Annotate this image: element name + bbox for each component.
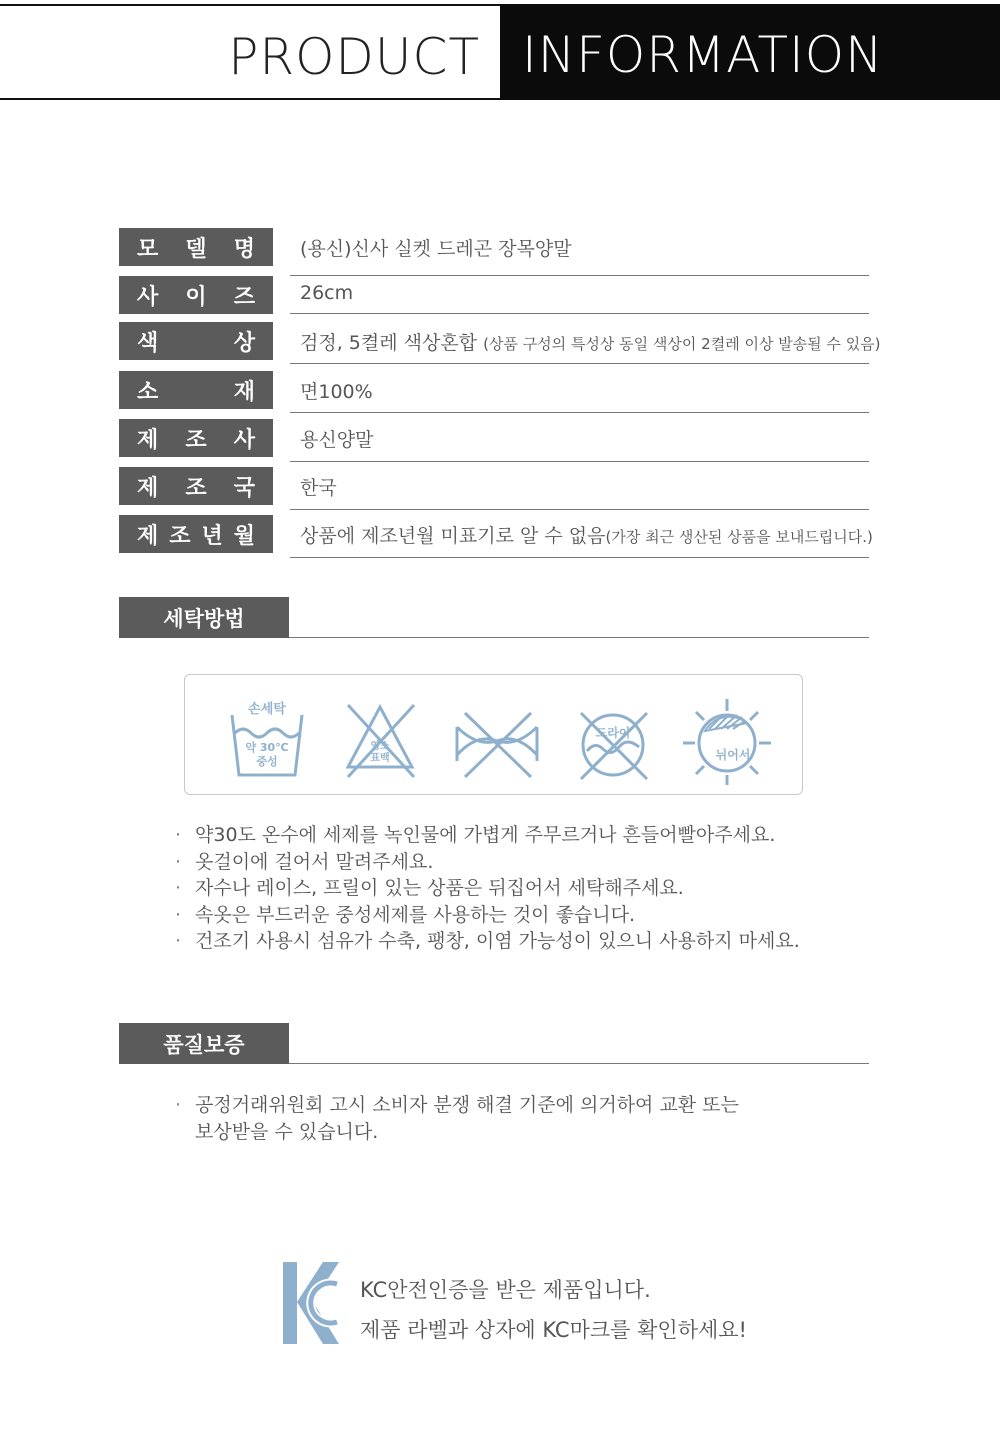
spec-label: 제 조 년 월: [119, 515, 273, 553]
spec-value: 26cm: [300, 282, 354, 304]
svg-text:뉘어서: 뉘어서: [715, 748, 751, 762]
spec-value: 면100%: [300, 381, 373, 403]
spec-value: 상품에 제조년월 미표기로 알 수 없음(가장 최근 생산된 상품을 보내드립니다.): [300, 525, 873, 547]
spec-row-country: [119, 467, 869, 505]
line-dry-shade-icon: [679, 685, 779, 785]
spec-label: 모 델 명: [119, 228, 273, 266]
spec-label: 색 상: [119, 322, 273, 360]
list-item: 보상받을 수 있습니다.: [195, 1120, 379, 1143]
svg-text:표백: 표백: [370, 753, 390, 764]
divider: [290, 313, 869, 314]
quality-section-title: 품질보증: [119, 1023, 289, 1064]
spec-value: 한국: [300, 477, 337, 499]
svg-text:염소: 염소: [370, 741, 390, 752]
spec-row-size: [119, 276, 869, 314]
svg-text:약 30℃: 약 30℃: [245, 741, 289, 754]
kc-mark-icon: [283, 1262, 339, 1344]
spec-row-date: [119, 515, 873, 553]
spec-label: 소 재: [119, 371, 273, 409]
hand-wash-icon: [217, 685, 317, 785]
divider: [290, 412, 869, 413]
list-item: · 공정거래위원회 고시 소비자 분쟁 해결 기준에 의거하여 교환 또는: [175, 1094, 739, 1116]
spec-note: (가장 최근 생산된 상품을 보내드립니다.): [605, 528, 873, 546]
svg-text:손세탁: 손세탁: [248, 702, 286, 717]
spec-row-model: [119, 228, 869, 266]
spec-value: 용신양말: [300, 429, 374, 451]
svg-text:중성: 중성: [256, 755, 278, 768]
spec-label: 제 조 사: [119, 419, 273, 457]
spec-note: (상품 구성의 특성상 동일 색상이 2켤레 이상 발송될 수 있음): [483, 335, 881, 353]
list-item: · 옷걸이에 걸어서 말려주세요.: [175, 850, 434, 873]
quality-text: [175, 1092, 739, 1145]
spec-label: 사 이 즈: [119, 276, 273, 314]
header-information-box: [500, 4, 1000, 100]
washing-instructions: [175, 822, 800, 955]
divider: [290, 557, 869, 558]
spec-row-manufacturer: [119, 419, 869, 457]
spec-row-color: [119, 322, 881, 360]
spec-row-material: [119, 371, 869, 409]
kc-text-line1: KC안전인증을 받은 제품입니다.: [360, 1278, 651, 1302]
washing-icons-box: [184, 674, 803, 795]
divider: [290, 461, 869, 462]
list-item: · 약30도 온수에 세제를 녹인물에 가볍게 주무르거나 흔들어빨아주세요.: [175, 824, 776, 846]
header-title-right: INFORMATION: [522, 26, 884, 84]
divider: [289, 1063, 869, 1064]
divider: [290, 509, 869, 510]
list-item: · 건조기 사용시 섬유가 수축, 팽창, 이염 가능성이 있으니 사용하지 마세요.: [175, 930, 800, 952]
divider: [290, 363, 869, 364]
no-iron-icon: [447, 685, 547, 785]
washing-section-title: 세탁방법: [119, 597, 289, 638]
spec-value: (용신)신사 실켓 드레곤 장목양말: [300, 238, 572, 260]
no-wring-icon: [563, 685, 663, 785]
spec-value: 검정, 5켤레 색상혼합 (상품 구성의 특성상 동일 색상이 2켤레 이상 발송될 수 있음): [300, 332, 881, 354]
list-item: · 속옷은 부드러운 중성세제를 사용하는 것이 좋습니다.: [175, 903, 636, 926]
no-bleach-icon: [330, 685, 430, 785]
divider: [289, 637, 869, 638]
kc-text-line2: 제품 라벨과 상자에 KC마크를 확인하세요!: [360, 1318, 747, 1342]
header-product-box: [0, 4, 500, 100]
header-title-left: PRODUCT: [228, 28, 480, 86]
spec-label: 제 조 국: [119, 467, 273, 505]
list-item: · 자수나 레이스, 프릴이 있는 상품은 뒤집어서 세탁해주세요.: [175, 877, 684, 899]
svg-text:드라이: 드라이: [595, 726, 631, 740]
